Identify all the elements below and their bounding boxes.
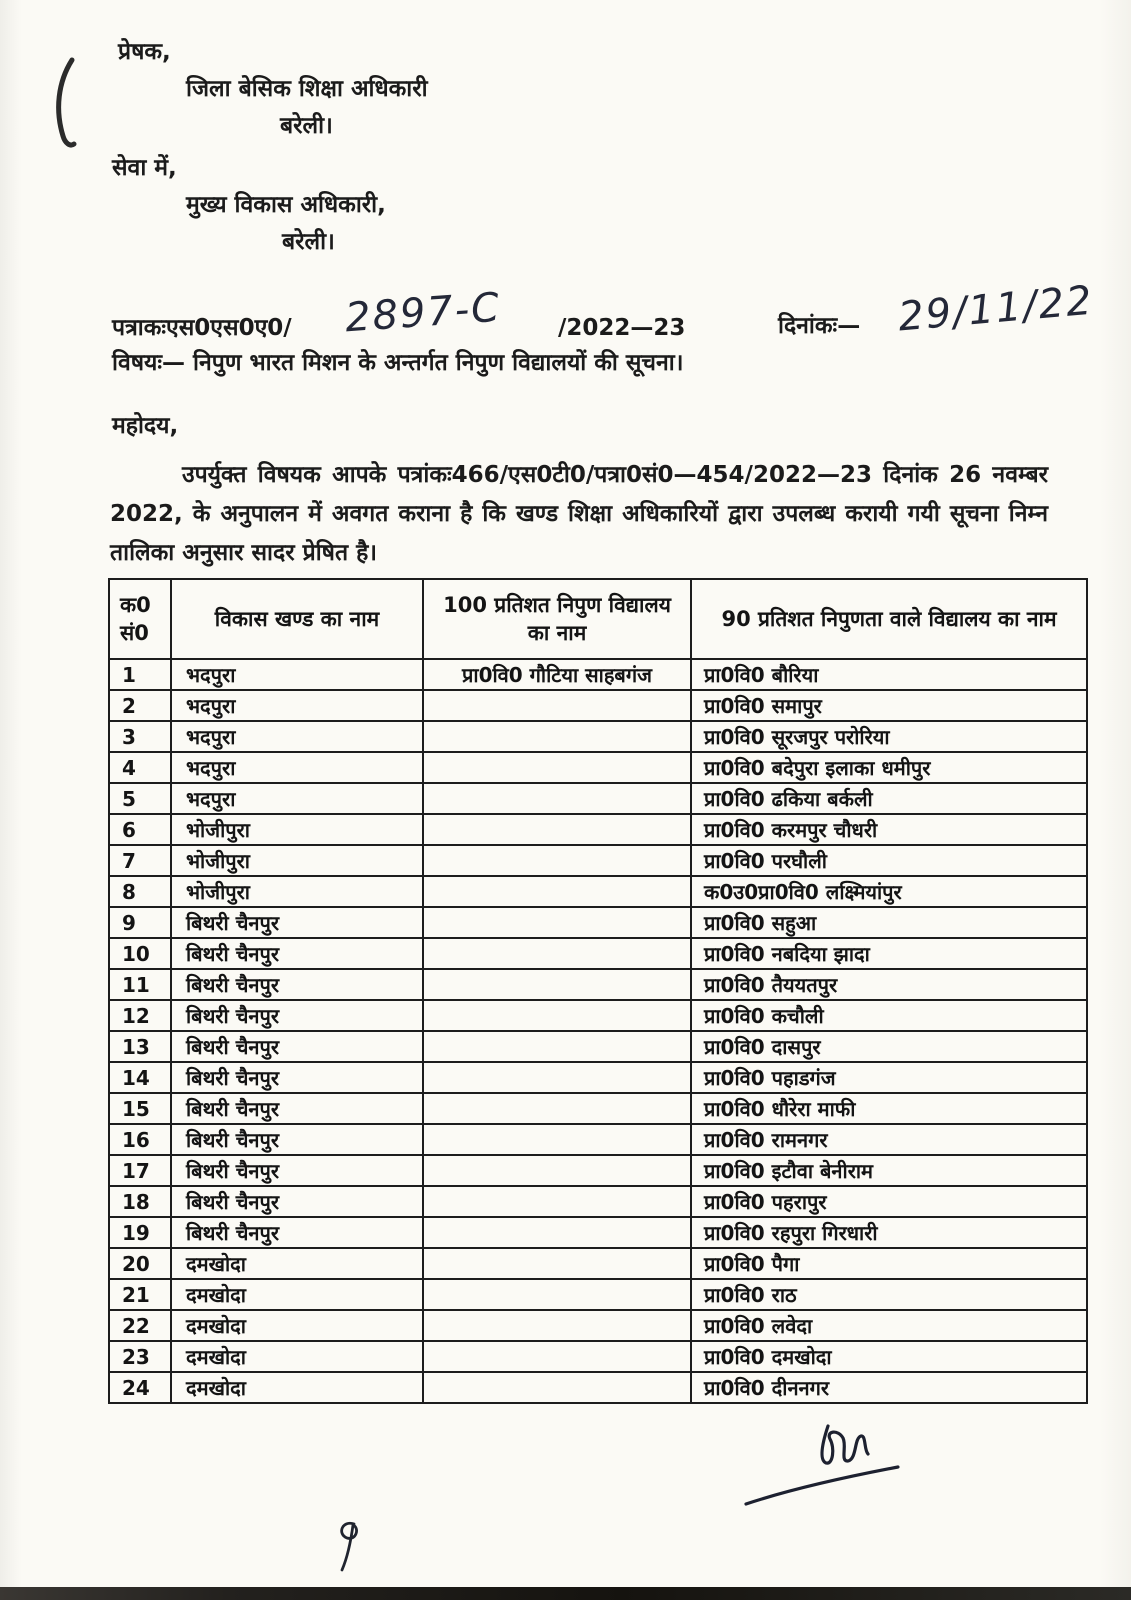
salutation: महोदय, (112, 413, 179, 439)
block-name-cell: बिथरी चैनपुर (171, 1093, 423, 1124)
serial-cell: 21 (109, 1279, 171, 1310)
block-name-cell: बिथरी चैनपुर (171, 938, 423, 969)
school-100-cell (423, 1372, 691, 1403)
block-name-cell: दमखोदा (171, 1248, 423, 1279)
serial-cell: 18 (109, 1186, 171, 1217)
school-90-cell: प्रा0वि0 दमखोदा (691, 1341, 1087, 1372)
table-row (109, 938, 1087, 969)
school-100-cell (423, 1000, 691, 1031)
school-100-cell (423, 783, 691, 814)
school-100-cell (423, 1062, 691, 1093)
school-100-cell (423, 1124, 691, 1155)
school-100-cell (423, 814, 691, 845)
pen-mark-top-left (50, 56, 84, 152)
sender-label: प्रेषक, (118, 39, 171, 65)
school-100-cell (423, 690, 691, 721)
table-body (109, 659, 1087, 1403)
school-100-cell (423, 1093, 691, 1124)
table-row (109, 814, 1087, 845)
table-row (109, 1248, 1087, 1279)
block-name-cell: दमखोदा (171, 1372, 423, 1403)
school-100-cell (423, 845, 691, 876)
serial-cell: 1 (109, 659, 171, 690)
table-row (109, 845, 1087, 876)
school-100-cell (423, 1031, 691, 1062)
school-90-cell: प्रा0वि0 सहुआ (691, 907, 1087, 938)
school-90-cell: प्रा0वि0 राठ (691, 1279, 1087, 1310)
table-row (109, 1124, 1087, 1155)
serial-cell: 23 (109, 1341, 171, 1372)
sender-city: बरेली। (280, 113, 333, 139)
block-name-cell: भोजीपुरा (171, 814, 423, 845)
header-school-90: 90 प्रतिशत निपुणता वाले विद्यालय का नाम (691, 579, 1087, 659)
school-90-cell: प्रा0वि0 इटौवा बेनीराम (691, 1155, 1087, 1186)
recipient-title: मुख्य विकास अधिकारी, (186, 192, 386, 218)
block-name-cell: भोजीपुरा (171, 845, 423, 876)
school-100-cell (423, 969, 691, 1000)
block-name-cell: भोजीपुरा (171, 876, 423, 907)
block-name-cell: बिथरी चैनपुर (171, 1124, 423, 1155)
table-row (109, 1310, 1087, 1341)
school-90-cell: क0उ0प्रा0वि0 लक्ष्मियांपुर (691, 876, 1087, 907)
table-row (109, 876, 1087, 907)
school-90-cell: प्रा0वि0 नबदिया झादा (691, 938, 1087, 969)
table-header-row (109, 579, 1087, 659)
serial-cell: 15 (109, 1093, 171, 1124)
block-name-cell: भदपुरा (171, 690, 423, 721)
serial-cell: 7 (109, 845, 171, 876)
block-name-cell: भदपुरा (171, 783, 423, 814)
block-name-cell: भदपुरा (171, 659, 423, 690)
date-handwritten: 29/11/22 (896, 277, 1096, 341)
school-90-cell: प्रा0वि0 पहरापुर (691, 1186, 1087, 1217)
serial-cell: 12 (109, 1000, 171, 1031)
block-name-cell: बिथरी चैनपुर (171, 969, 423, 1000)
school-90-cell: प्रा0वि0 ढकिया बर्कली (691, 783, 1087, 814)
school-100-cell: प्रा0वि0 गौटिया साहबगंज (423, 659, 691, 690)
school-100-cell (423, 1248, 691, 1279)
school-100-cell (423, 1186, 691, 1217)
block-name-cell: भदपुरा (171, 752, 423, 783)
serial-cell: 22 (109, 1310, 171, 1341)
sender-title: जिला बेसिक शिक्षा अधिकारी (186, 76, 428, 102)
school-100-cell (423, 938, 691, 969)
table-row (109, 1093, 1087, 1124)
block-name-cell: भदपुरा (171, 721, 423, 752)
school-100-cell (423, 907, 691, 938)
school-90-cell: प्रा0वि0 तैययतपुर (691, 969, 1087, 1000)
date-label: दिनांकः— (778, 313, 861, 339)
table-row (109, 1217, 1087, 1248)
body-paragraph: उपर्युक्त विषयक आपके पत्रांकः466/एस0टी0/पत्रा0सं0—454/2022—23 दिनांक 26 नवम्बर 2022, के अनुपालन में अवगत कराना है कि खण्ड शिक्षा अधिकारियों द्वारा उपलब्ध करायी गयी सूचना निम्न तालिका अनुसार सादर प्रेषित है। (110, 462, 1048, 566)
serial-cell: 11 (109, 969, 171, 1000)
school-90-cell: प्रा0वि0 परघौली (691, 845, 1087, 876)
school-90-cell: प्रा0वि0 दासपुर (691, 1031, 1087, 1062)
school-100-cell (423, 721, 691, 752)
table-row (109, 690, 1087, 721)
school-100-cell (423, 1217, 691, 1248)
to-label: सेवा में, (112, 155, 177, 181)
school-100-cell (423, 1310, 691, 1341)
recipient-block (112, 150, 386, 261)
header-serial: क0 सं0 (109, 579, 171, 659)
school-90-cell: प्रा0वि0 रामनगर (691, 1124, 1087, 1155)
table-row (109, 1341, 1087, 1372)
table-row (109, 1372, 1087, 1403)
serial-cell: 20 (109, 1248, 171, 1279)
serial-cell: 24 (109, 1372, 171, 1403)
school-100-cell (423, 752, 691, 783)
table-row (109, 1062, 1087, 1093)
serial-cell: 17 (109, 1155, 171, 1186)
school-90-cell: प्रा0वि0 कचौली (691, 1000, 1087, 1031)
school-90-cell: प्रा0वि0 समापुर (691, 690, 1087, 721)
block-name-cell: दमखोदा (171, 1279, 423, 1310)
serial-cell: 10 (109, 938, 171, 969)
table-header (109, 579, 1087, 659)
table-row (109, 1155, 1087, 1186)
table-row (109, 783, 1087, 814)
nipun-schools-table (108, 578, 1088, 1404)
subject-line: विषयः— निपुण भारत मिशन के अन्तर्गत निपुण विद्यालयों की सूचना। (112, 350, 684, 376)
table-row (109, 721, 1087, 752)
block-name-cell: बिथरी चैनपुर (171, 1062, 423, 1093)
table-row (109, 1031, 1087, 1062)
block-name-cell: दमखोदा (171, 1310, 423, 1341)
school-90-cell: प्रा0वि0 पहाडगंज (691, 1062, 1087, 1093)
block-name-cell: बिथरी चैनपुर (171, 1155, 423, 1186)
school-90-cell: प्रा0वि0 बदेपुरा इलाका धमीपुर (691, 752, 1087, 783)
serial-cell: 2 (109, 690, 171, 721)
serial-cell: 4 (109, 752, 171, 783)
header-block-name: विकास खण्ड का नाम (171, 579, 423, 659)
serial-cell: 8 (109, 876, 171, 907)
block-name-cell: बिथरी चैनपुर (171, 1217, 423, 1248)
school-90-cell: प्रा0वि0 दीननगर (691, 1372, 1087, 1403)
block-name-cell: दमखोदा (171, 1341, 423, 1372)
block-name-cell: बिथरी चैनपुर (171, 1186, 423, 1217)
serial-cell: 13 (109, 1031, 171, 1062)
table-row (109, 659, 1087, 690)
serial-cell: 6 (109, 814, 171, 845)
table-row (109, 1000, 1087, 1031)
sender-block (118, 34, 428, 145)
block-name-cell: बिथरी चैनपुर (171, 1000, 423, 1031)
block-name-cell: बिथरी चैनपुर (171, 1031, 423, 1062)
signature (740, 1412, 910, 1517)
table-row (109, 752, 1087, 783)
school-100-cell (423, 1279, 691, 1310)
school-90-cell: प्रा0वि0 पैगा (691, 1248, 1087, 1279)
recipient-city: बरेली। (282, 229, 335, 255)
school-90-cell: प्रा0वि0 करमपुर चौधरी (691, 814, 1087, 845)
serial-cell: 3 (109, 721, 171, 752)
pen-mark-bottom (328, 1516, 370, 1578)
serial-cell: 14 (109, 1062, 171, 1093)
school-100-cell (423, 876, 691, 907)
school-100-cell (423, 1341, 691, 1372)
serial-cell: 5 (109, 783, 171, 814)
serial-cell: 19 (109, 1217, 171, 1248)
school-90-cell: प्रा0वि0 सूरजपुर परोरिया (691, 721, 1087, 752)
serial-cell: 9 (109, 907, 171, 938)
school-90-cell: प्रा0वि0 लवेदा (691, 1310, 1087, 1341)
school-90-cell: प्रा0वि0 बौरिया (691, 659, 1087, 690)
school-100-cell (423, 1155, 691, 1186)
ref-number-handwritten: 2897-C (343, 284, 503, 342)
table-row (109, 969, 1087, 1000)
table-row (109, 1279, 1087, 1310)
header-school-100: 100 प्रतिशत निपुण विद्यालय का नाम (423, 579, 691, 659)
block-name-cell: बिथरी चैनपुर (171, 907, 423, 938)
ref-prefix: पत्राकःएस0एस0ए0/ (112, 315, 292, 341)
table-row (109, 907, 1087, 938)
scan-edge-bottom (0, 1587, 1131, 1600)
table-row (109, 1186, 1087, 1217)
ref-suffix: /2022—23 (558, 315, 686, 341)
school-90-cell: प्रा0वि0 रहपुरा गिरधारी (691, 1217, 1087, 1248)
school-90-cell: प्रा0वि0 धौरेरा माफी (691, 1093, 1087, 1124)
serial-cell: 16 (109, 1124, 171, 1155)
